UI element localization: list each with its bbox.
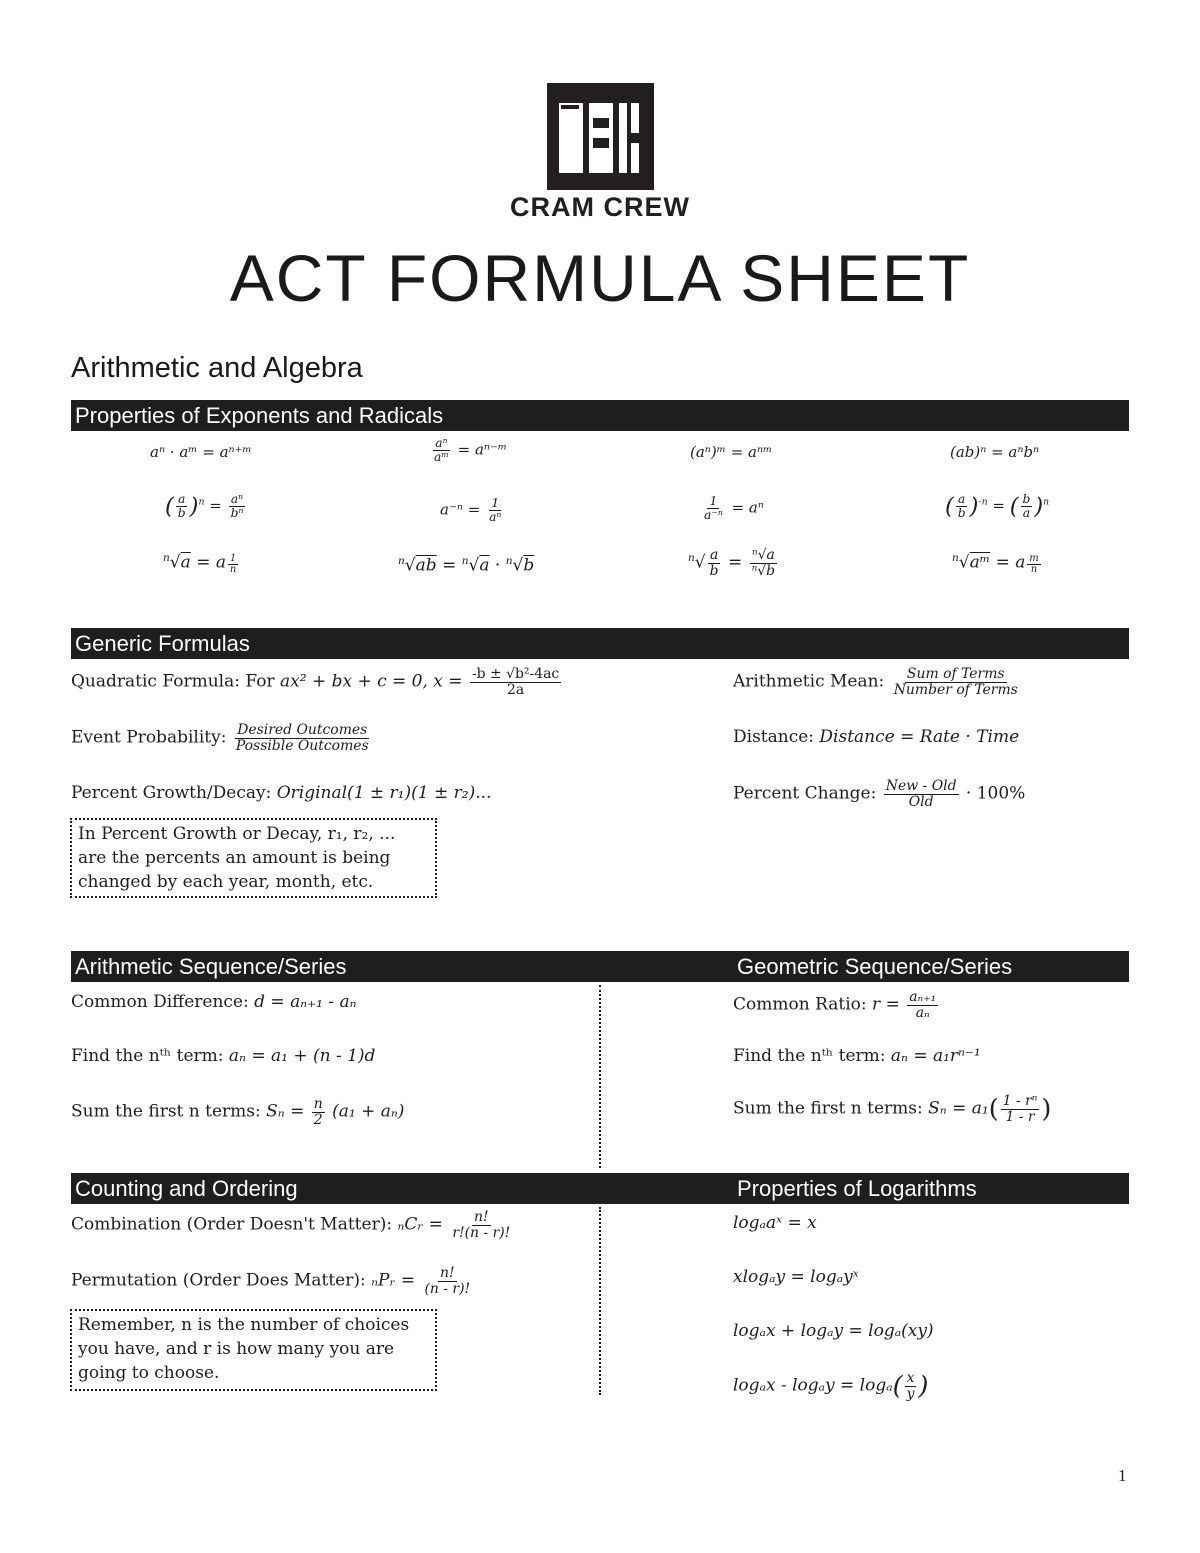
counting-header-text: Counting and Ordering: [75, 1176, 298, 1201]
geo-nth-term: Find the nᵗʰ term: aₙ = a₁rⁿ⁻¹: [733, 1046, 981, 1066]
exp-r3-c2: $^n$√ab = $^n$√a · $^n$√b: [398, 555, 535, 576]
generic-header: [71, 628, 1129, 659]
exp-r2-c1: ( $\frac{a}{b}$ )$^n$ = $\frac{\text{aⁿ}}{\text{bⁿ}}$: [165, 492, 244, 520]
exp-r1-c1: aⁿ · aᵐ = aⁿ⁺ᵐ: [150, 443, 252, 461]
sequences-header: [71, 951, 1129, 982]
permutation-formula: Permutation (Order Does Matter): ₙPᵣ = $\frac{n!}{(n - r)!}$: [71, 1265, 471, 1297]
exp-r2-c2: a⁻ⁿ = $\frac{1}{\text{aⁿ}}$: [440, 496, 502, 524]
exp-r1-c4: (ab)ⁿ = aⁿbⁿ: [950, 443, 1040, 461]
event-probability: Event Probability: $\frac{\text{Desired Outcomes}}{\text{Possible Outcomes}}$: [71, 722, 369, 754]
geo-sum: Sum the first n terms: Sₙ = a₁( $\frac{\text{1 - rⁿ}}{1 - r}$ ): [733, 1093, 1052, 1125]
logo-icon: [547, 83, 654, 190]
exp-r3-c4: $^n$√aᵐ = a $\frac{m}{n}$: [952, 552, 1039, 576]
distance-formula: Distance: Distance = Rate · Time: [733, 727, 1020, 747]
quadratic-formula: Quadratic Formula: For ax² + bx + c = 0, x = $\frac{\text{-b ± √b²-4ac}}{2a}$: [71, 666, 560, 698]
log-identity-3: logₐx + logₐy = logₐ(xy): [733, 1321, 934, 1341]
logo-mark: [547, 83, 654, 190]
log-identity-2: xlogₐy = logₐyˣ: [733, 1267, 859, 1287]
section-title: Arithmetic and Algebra: [71, 352, 363, 384]
exp-r1-c2: $\frac{\text{aⁿ}}{\text{aᵐ}}$ = aⁿ⁻ᵐ: [434, 436, 508, 464]
exp-r2-c4: ( $\frac{a}{b}$ )$^{-n}$ = ( $\frac{b}{a}$ )$^n$: [945, 492, 1050, 520]
logo-text: CRAM CREW: [510, 192, 690, 222]
log-identity-4: logₐx - logₐy = logₐ( $\frac{x}{y}$ ): [733, 1370, 929, 1402]
exponents-header: [71, 400, 1129, 431]
page-title: ACT FORMULA SHEET: [229, 241, 971, 315]
exp-r3-c3: $^n$√ $\frac{a}{b}$ = $\frac{\text{ⁿ√a}}{\text{ⁿ√b}}$: [688, 547, 776, 579]
column-divider: [599, 985, 601, 1168]
arith-seq-header-text: Arithmetic Sequence/Series: [75, 954, 347, 979]
counting-note: Remember, n is the number of choices you have, and r is how many you are going to choose.: [70, 1309, 437, 1391]
combination-formula: Combination (Order Doesn't Matter): ₙCᵣ = $\frac{n!}{r!(n - r)!}$: [71, 1209, 511, 1241]
growth-note: In Percent Growth or Decay, r₁, r₂, ... are the percents an amount is being changed by each year, month, etc.: [70, 818, 437, 898]
exp-r1-c3: (aⁿ)ᵐ = aⁿᵐ: [690, 443, 773, 461]
column-divider-2: [599, 1207, 601, 1395]
logs-header-text: Properties of Logarithms: [737, 1176, 977, 1201]
common-ratio: Common Ratio: r = $\frac{\text{aₙ₊₁}}{\text{aₙ}}$: [733, 989, 937, 1021]
log-identity-1: logₐaˣ = x: [733, 1213, 817, 1233]
percent-growth: Percent Growth/Decay: Original(1 ± r₁)(1 ± r₂)...: [71, 783, 492, 803]
counting-logs-header: [71, 1173, 1129, 1204]
geo-seq-header-text: Geometric Sequence/Series: [737, 954, 1013, 979]
generic-header-text: Generic Formulas: [75, 631, 250, 656]
exp-r3-c1: $^n$√a = a $\frac{1}{n}$: [163, 552, 237, 576]
page-number: 1: [1118, 1466, 1127, 1485]
exp-r2-c3: $\frac{1}{\text{a⁻ⁿ}}$ = aⁿ: [704, 494, 764, 522]
arith-nth-term: Find the nᵗʰ term: aₙ = a₁ + (n - 1)d: [71, 1046, 376, 1066]
arith-sum: Sum the first n terms: Sₙ = $\frac{n}{2}$ (a₁ + aₙ): [71, 1096, 405, 1128]
common-difference: Common Difference: d = aₙ₊₁ - aₙ: [71, 992, 357, 1012]
arithmetic-mean: Arithmetic Mean: $\frac{\text{Sum of Terms}}{\text{Number of Terms}}$: [733, 666, 1018, 698]
percent-change: Percent Change: $\frac{\text{New - Old}}{\text{Old}}$ · 100%: [733, 778, 1026, 810]
exponents-header-text: Properties of Exponents and Radicals: [75, 403, 444, 428]
